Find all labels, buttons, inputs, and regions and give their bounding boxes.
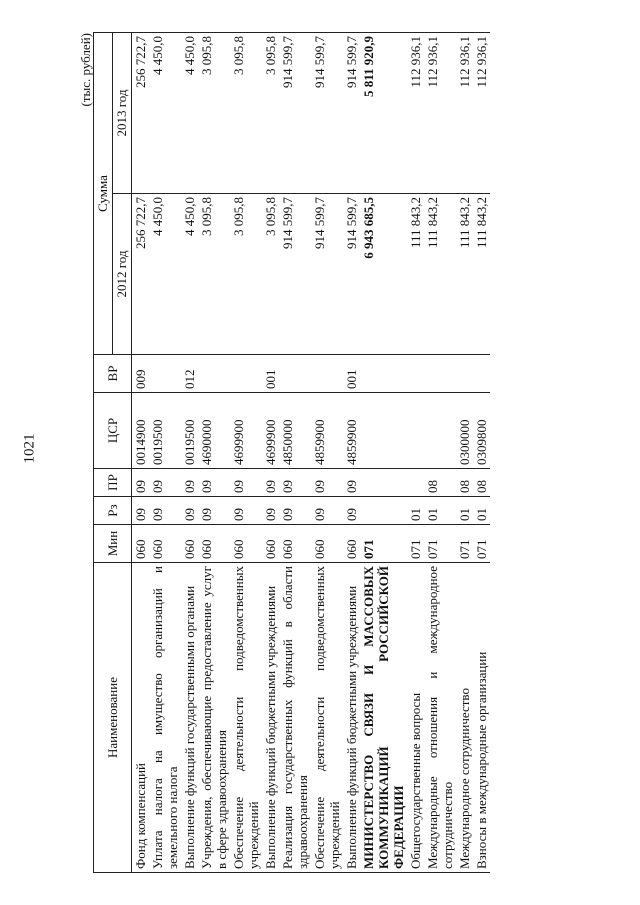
cell-y2013: 4 450,0	[181, 33, 198, 194]
cell-csr: 4690000	[198, 393, 230, 469]
cell-csr	[424, 393, 456, 469]
cell-name: Общегосударственные вопросы	[407, 563, 424, 873]
cell-vr	[311, 355, 343, 393]
cell-name: Международные отношения и международное сотрудничество	[424, 563, 456, 873]
cell-pr: 09	[181, 469, 198, 497]
cell-name: Выполнение функций бюджетными учреждениями	[343, 563, 360, 873]
cell-vr	[360, 355, 407, 393]
header-vr: ВР	[94, 355, 132, 393]
cell-csr: 0014900	[132, 393, 150, 469]
header-name: Наименование	[94, 563, 132, 873]
cell-vr	[456, 355, 473, 393]
cell-pr: 08	[456, 469, 473, 497]
cell-min: 060	[311, 525, 343, 563]
cell-y2012: 256 722,7	[132, 194, 150, 355]
table-header	[94, 33, 132, 873]
cell-y2012: 914 599,7	[279, 194, 311, 355]
table-row	[407, 33, 424, 873]
table-row	[343, 33, 360, 873]
cell-name: МИНИСТЕРСТВО СВЯЗИ И МАССОВЫХ КОММУНИКАЦИЙ РОССИЙСКОЙ ФЕДЕРАЦИИ	[360, 563, 407, 873]
cell-vr: 012	[181, 355, 198, 393]
cell-csr: 4850000	[279, 393, 311, 469]
cell-pr: 09	[279, 469, 311, 497]
cell-rz: 09	[343, 497, 360, 525]
cell-y2012: 3 095,8	[198, 194, 230, 355]
page-number: 1021	[21, 433, 38, 464]
cell-name: Выполнение функций государственными органами	[181, 563, 198, 873]
cell-pr: 08	[424, 469, 456, 497]
cell-name: Реализация государственных функций в области здравоохранения	[279, 563, 311, 873]
cell-rz: 09	[181, 497, 198, 525]
cell-min: 071	[473, 525, 490, 563]
header-sum: Сумма	[94, 33, 113, 355]
cell-pr: 09	[132, 469, 150, 497]
cell-rz: 01	[424, 497, 456, 525]
header-rz: Рз	[94, 497, 132, 525]
cell-vr	[230, 355, 262, 393]
header-year-2013: 2013 год	[113, 33, 132, 194]
table-row	[424, 33, 456, 873]
cell-name: Обеспечение деятельности подведомственных учреждений	[311, 563, 343, 873]
cell-csr: 4859900	[311, 393, 343, 469]
budget-table	[93, 32, 490, 873]
cell-vr	[424, 355, 456, 393]
cell-y2013: 3 095,8	[262, 33, 279, 194]
cell-vr: 001	[343, 355, 360, 393]
cell-y2013: 5 811 920,9	[360, 33, 407, 194]
header-year-2012: 2012 год	[113, 194, 132, 355]
cell-rz: 01	[407, 497, 424, 525]
cell-rz	[360, 497, 407, 525]
cell-csr	[360, 393, 407, 469]
cell-name: Учреждения, обеспечивающие предоставление услуг в сфере здравоохранения	[198, 563, 230, 873]
cell-y2012: 4 450,0	[181, 194, 198, 355]
cell-name: Международное сотрудничество	[456, 563, 473, 873]
cell-y2012: 3 095,8	[230, 194, 262, 355]
cell-y2013: 914 599,7	[343, 33, 360, 194]
cell-vr: 001	[262, 355, 279, 393]
cell-min: 060	[132, 525, 150, 563]
unit-note: (тыс. рублей)	[78, 33, 93, 107]
cell-y2012: 4 450,0	[149, 194, 181, 355]
cell-vr	[198, 355, 230, 393]
cell-min: 071	[424, 525, 456, 563]
cell-rz: 09	[279, 497, 311, 525]
cell-y2012: 6 943 685,5	[360, 194, 407, 355]
cell-rz: 09	[230, 497, 262, 525]
cell-y2012: 111 843,2	[424, 194, 456, 355]
cell-rz: 09	[149, 497, 181, 525]
table-body	[132, 33, 491, 873]
cell-csr: 0019500	[181, 393, 198, 469]
table-row	[360, 33, 407, 873]
cell-name: Фонд компенсаций	[132, 563, 150, 873]
cell-csr: 0300000	[456, 393, 473, 469]
table-row	[149, 33, 181, 873]
rotated-page-content	[78, 33, 623, 873]
cell-vr	[473, 355, 490, 393]
cell-rz: 01	[473, 497, 490, 525]
cell-name: Взносы в международные организации	[473, 563, 490, 873]
table-row	[181, 33, 198, 873]
cell-vr	[279, 355, 311, 393]
cell-y2013: 112 936,1	[407, 33, 424, 194]
cell-name: Обеспечение деятельности подведомственных учреждений	[230, 563, 262, 873]
table-row	[311, 33, 343, 873]
cell-pr: 08	[473, 469, 490, 497]
cell-y2013: 4 450,0	[149, 33, 181, 194]
cell-min: 060	[279, 525, 311, 563]
cell-rz: 01	[456, 497, 473, 525]
cell-pr: 09	[230, 469, 262, 497]
cell-y2013: 112 936,1	[473, 33, 490, 194]
table-row	[132, 33, 150, 873]
cell-csr: 0019500	[149, 393, 181, 469]
cell-y2013: 3 095,8	[198, 33, 230, 194]
cell-min: 060	[181, 525, 198, 563]
cell-min: 071	[407, 525, 424, 563]
table-row	[456, 33, 473, 873]
cell-rz: 09	[132, 497, 150, 525]
cell-pr: 09	[198, 469, 230, 497]
cell-vr	[407, 355, 424, 393]
cell-y2012: 111 843,2	[473, 194, 490, 355]
cell-csr: 4859900	[343, 393, 360, 469]
cell-pr: 09	[343, 469, 360, 497]
cell-vr: 009	[132, 355, 150, 393]
cell-pr	[360, 469, 407, 497]
cell-y2013: 914 599,7	[311, 33, 343, 194]
cell-name: Уплата налога на имущество организаций и земельного налога	[149, 563, 181, 873]
cell-pr: 09	[311, 469, 343, 497]
table-row	[262, 33, 279, 873]
cell-rz: 09	[198, 497, 230, 525]
cell-name: Выполнение функций бюджетными учреждениями	[262, 563, 279, 873]
cell-min: 060	[262, 525, 279, 563]
cell-min: 060	[343, 525, 360, 563]
cell-y2013: 256 722,7	[132, 33, 150, 194]
cell-rz: 09	[262, 497, 279, 525]
cell-pr	[407, 469, 424, 497]
cell-min: 060	[230, 525, 262, 563]
cell-y2013: 3 095,8	[230, 33, 262, 194]
cell-vr	[149, 355, 181, 393]
cell-csr: 4699900	[230, 393, 262, 469]
cell-min: 060	[198, 525, 230, 563]
header-csr: ЦСР	[94, 393, 132, 469]
cell-y2013: 914 599,7	[279, 33, 311, 194]
table-row	[198, 33, 230, 873]
header-min: Мин	[94, 525, 132, 563]
header-pr: ПР	[94, 469, 132, 497]
cell-y2012: 914 599,7	[343, 194, 360, 355]
cell-csr: 0309800	[473, 393, 490, 469]
table-row	[230, 33, 262, 873]
cell-y2012: 914 599,7	[311, 194, 343, 355]
cell-y2012: 111 843,2	[407, 194, 424, 355]
cell-y2013: 112 936,1	[424, 33, 456, 194]
cell-min: 071	[456, 525, 473, 563]
cell-csr	[407, 393, 424, 469]
cell-pr: 09	[149, 469, 181, 497]
cell-y2012: 111 843,2	[456, 194, 473, 355]
cell-y2013: 112 936,1	[456, 33, 473, 194]
cell-csr: 4699900	[262, 393, 279, 469]
cell-min: 071	[360, 525, 407, 563]
cell-min: 060	[149, 525, 181, 563]
table-row	[473, 33, 490, 873]
cell-rz: 09	[311, 497, 343, 525]
cell-y2012: 3 095,8	[262, 194, 279, 355]
cell-pr: 09	[262, 469, 279, 497]
table-row	[279, 33, 311, 873]
